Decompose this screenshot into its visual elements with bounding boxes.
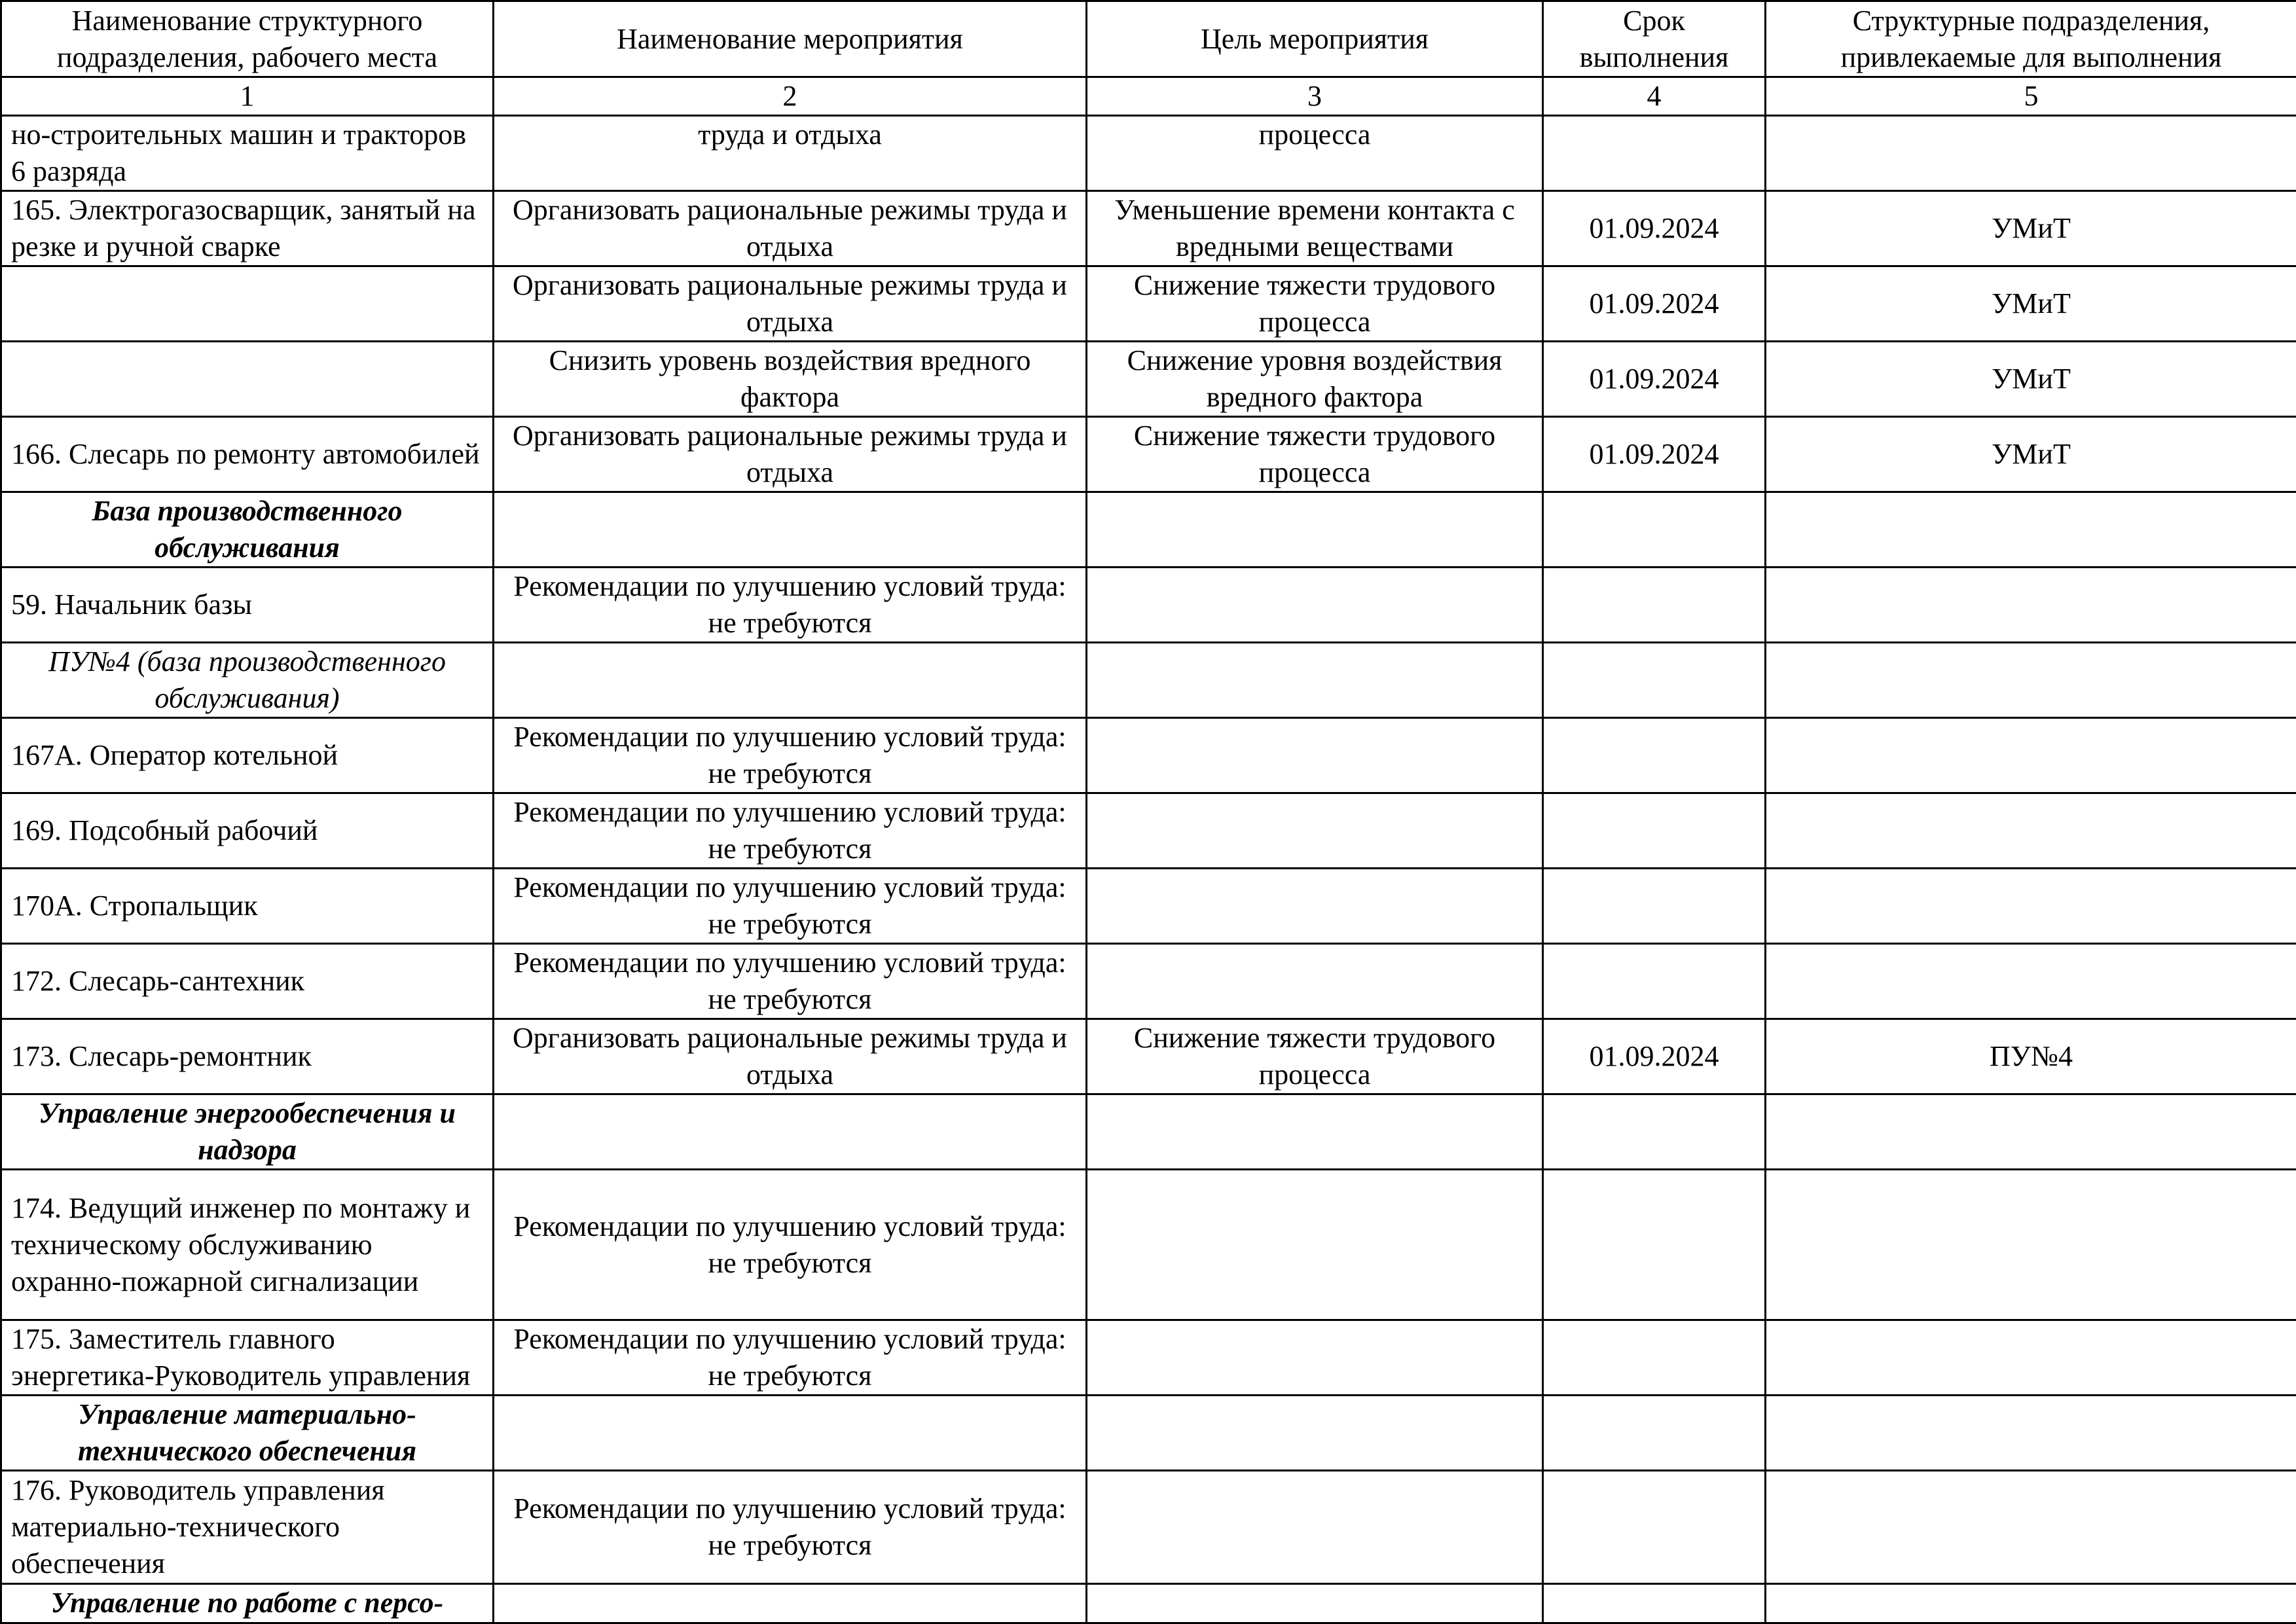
cell-deadline [1543, 718, 1766, 793]
table-row [1, 1019, 2296, 1094]
cell-goal: Снижение тяжести трудового процесса [1087, 417, 1543, 492]
cell-departments [1766, 793, 2296, 869]
table-row [1, 417, 2296, 492]
table-header-row [1, 1, 2296, 77]
cell-measure [494, 1396, 1087, 1471]
table-row [1, 116, 2296, 191]
cell-goal [1087, 1320, 1543, 1396]
cell-goal [1087, 718, 1543, 793]
cell-measure: труда и отдыха [494, 116, 1087, 191]
table-row [1, 1170, 2296, 1320]
section-row [1, 1396, 2296, 1471]
cell-subdivision: 176. Руководитель управления материально-технического обеспечения [1, 1471, 494, 1584]
cell-measure: Рекомендации по улучшению условий труда: не требуются [494, 1471, 1087, 1584]
cell-goal: Снижение тяжести трудового процесса [1087, 266, 1543, 342]
cell-deadline [1543, 568, 1766, 643]
cell-goal [1087, 1584, 1543, 1623]
cell-subdivision: 172. Слесарь-сантехник [1, 944, 494, 1019]
cell-subdivision: 174. Ведущий инженер по монтажу и техническому обслуживанию охранно-пожарной сигнализации [1, 1170, 494, 1320]
cell-measure: Рекомендации по улучшению условий труда: не требуются [494, 1320, 1087, 1396]
cell-measure: Организовать рациональные режимы труда и отдыха [494, 417, 1087, 492]
cell-departments: УМиТ [1766, 191, 2296, 266]
cell-subdivision: 166. Слесарь по ремонту автомобилей [1, 417, 494, 492]
section-row [1, 1584, 2296, 1623]
cell-departments: УМиТ [1766, 417, 2296, 492]
cell-deadline [1543, 643, 1766, 718]
table-row [1, 793, 2296, 869]
cell-deadline [1543, 1471, 1766, 1584]
cell-goal: процесса [1087, 116, 1543, 191]
cell-measure: Рекомендации по улучшению условий труда: не требуются [494, 944, 1087, 1019]
table-row [1, 1320, 2296, 1396]
section-row [1, 643, 2296, 718]
cell-departments [1766, 944, 2296, 1019]
cell-deadline [1543, 1094, 1766, 1170]
cell-measure: Рекомендации по улучшению условий труда: не требуются [494, 718, 1087, 793]
cell-deadline [1543, 944, 1766, 1019]
table-row [1, 568, 2296, 643]
table-row [1, 718, 2296, 793]
cell-subdivision [1, 342, 494, 417]
table-row [1, 944, 2296, 1019]
cell-goal [1087, 568, 1543, 643]
cell-departments: УМиТ [1766, 266, 2296, 342]
cell-goal [1087, 869, 1543, 944]
cell-deadline: 01.09.2024 [1543, 266, 1766, 342]
header-measure: Наименование мероприятия [494, 1, 1087, 77]
cell-departments [1766, 1396, 2296, 1471]
cell-departments [1766, 718, 2296, 793]
section-row [1, 492, 2296, 568]
cell-goal [1087, 1170, 1543, 1320]
cell-departments [1766, 1471, 2296, 1584]
cell-subdivision: 173. Слесарь-ремонтник [1, 1019, 494, 1094]
cell-measure: Рекомендации по улучшению условий труда: не требуются [494, 793, 1087, 869]
cell-subdivision: 165. Электрогазосварщик, занятый на резке и ручной сварке [1, 191, 494, 266]
section-row [1, 1094, 2296, 1170]
cell-deadline [1543, 1396, 1766, 1471]
cell-deadline [1543, 1320, 1766, 1396]
cell-deadline: 01.09.2024 [1543, 417, 1766, 492]
section-title: Управление материально-технического обеспечения [1, 1396, 494, 1471]
section-title: Управление по работе с персо- [1, 1584, 494, 1623]
cell-departments [1766, 643, 2296, 718]
cell-goal: Уменьшение времени контакта с вредными веществами [1087, 191, 1543, 266]
cell-deadline [1543, 1584, 1766, 1623]
cell-measure: Организовать рациональные режимы труда и отдыха [494, 1019, 1087, 1094]
header-subdivision: Наименование структурного подразделения, рабочего места [1, 1, 494, 77]
cell-measure: Рекомендации по улучшению условий труда: не требуются [494, 568, 1087, 643]
cell-deadline [1543, 793, 1766, 869]
cell-deadline [1543, 116, 1766, 191]
cell-goal [1087, 793, 1543, 869]
cell-subdivision: но-строительных машин и тракторов 6 разряда [1, 116, 494, 191]
cell-deadline [1543, 492, 1766, 568]
column-number: 4 [1543, 77, 1766, 116]
cell-measure [494, 643, 1087, 718]
column-number: 1 [1, 77, 494, 116]
section-title: Управление энергообеспечения и надзора [1, 1094, 494, 1170]
column-number: 5 [1766, 77, 2296, 116]
cell-measure: Организовать рациональные режимы труда и отдыха [494, 191, 1087, 266]
table-row [1, 869, 2296, 944]
table-row [1, 191, 2296, 266]
table-row [1, 266, 2296, 342]
cell-measure: Организовать рациональные режимы труда и отдыха [494, 266, 1087, 342]
cell-goal [1087, 492, 1543, 568]
subsection-title: ПУ№4 (база производственного обслуживания) [1, 643, 494, 718]
column-number: 2 [494, 77, 1087, 116]
cell-measure [494, 492, 1087, 568]
cell-measure: Рекомендации по улучшению условий труда: не требуются [494, 1170, 1087, 1320]
cell-subdivision: 169. Подсобный рабочий [1, 793, 494, 869]
cell-departments [1766, 1320, 2296, 1396]
header-goal: Цель мероприятия [1087, 1, 1543, 77]
header-departments: Структурные подразделения, привлекаемые для выполнения [1766, 1, 2296, 77]
cell-deadline [1543, 869, 1766, 944]
cell-departments [1766, 869, 2296, 944]
cell-departments [1766, 1584, 2296, 1623]
section-title: База производственного обслуживания [1, 492, 494, 568]
cell-subdivision: 170А. Стропальщик [1, 869, 494, 944]
column-numbers-row [1, 77, 2296, 116]
header-deadline: Срок выполнения [1543, 1, 1766, 77]
table-row [1, 342, 2296, 417]
table-row [1, 1471, 2296, 1584]
cell-goal [1087, 1094, 1543, 1170]
cell-deadline [1543, 1170, 1766, 1320]
cell-subdivision: 167А. Оператор котельной [1, 718, 494, 793]
cell-measure [494, 1584, 1087, 1623]
cell-departments [1766, 568, 2296, 643]
cell-deadline: 01.09.2024 [1543, 1019, 1766, 1094]
cell-departments: УМиТ [1766, 342, 2296, 417]
cell-subdivision: 175. Заместитель главного энергетика-Руководитель управления [1, 1320, 494, 1396]
cell-goal [1087, 1471, 1543, 1584]
cell-measure: Рекомендации по улучшению условий труда: не требуются [494, 869, 1087, 944]
cell-deadline: 01.09.2024 [1543, 342, 1766, 417]
cell-goal: Снижение тяжести трудового процесса [1087, 1019, 1543, 1094]
cell-departments [1766, 1094, 2296, 1170]
cell-departments [1766, 1170, 2296, 1320]
cell-measure [494, 1094, 1087, 1170]
cell-departments: ПУ№4 [1766, 1019, 2296, 1094]
cell-goal [1087, 944, 1543, 1019]
cell-departments [1766, 116, 2296, 191]
cell-departments [1766, 492, 2296, 568]
cell-subdivision: 59. Начальник базы [1, 568, 494, 643]
cell-subdivision [1, 266, 494, 342]
cell-deadline: 01.09.2024 [1543, 191, 1766, 266]
cell-measure: Снизить уровень воздействия вредного фактора [494, 342, 1087, 417]
cell-goal [1087, 643, 1543, 718]
column-number: 3 [1087, 77, 1543, 116]
cell-goal: Снижение уровня воздействия вредного фактора [1087, 342, 1543, 417]
cell-goal [1087, 1396, 1543, 1471]
